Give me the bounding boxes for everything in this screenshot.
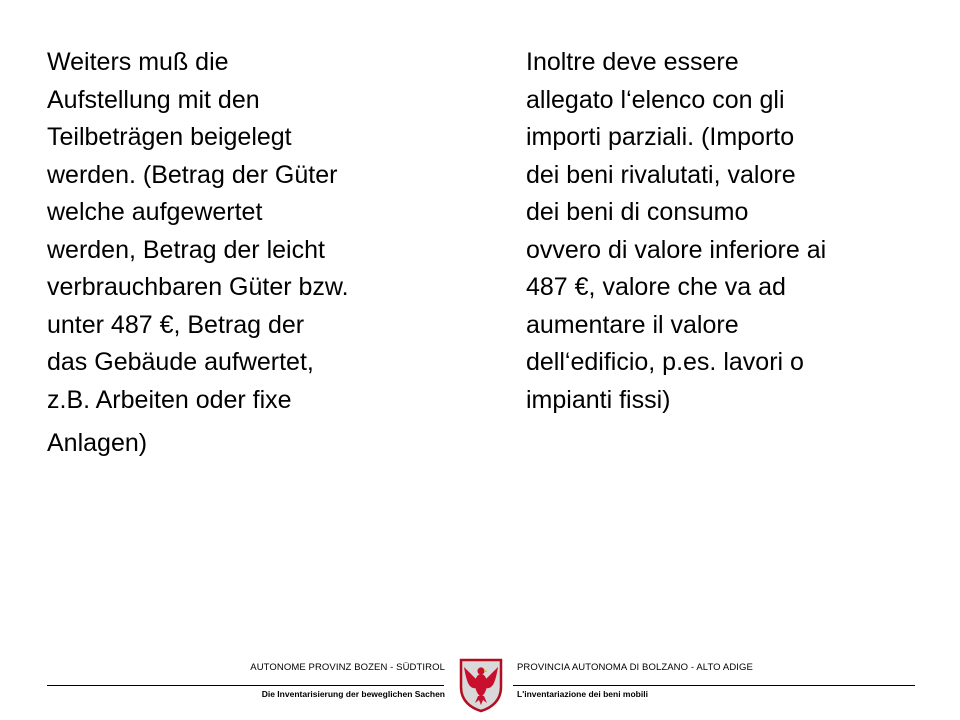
italian-text-line: aumentare il valore bbox=[526, 310, 739, 339]
italian-text-line: 487 €, valore che va ad bbox=[526, 273, 786, 301]
eagle-coat-of-arms-icon bbox=[458, 657, 504, 713]
italian-text-line: Inoltre deve essere bbox=[526, 48, 739, 76]
italian-text-line: impianti fissi) bbox=[526, 385, 671, 414]
german-text-line: verbrauchbaren Güter bzw. bbox=[47, 273, 349, 301]
footer-divider-right bbox=[513, 685, 915, 686]
italian-text-line: dei beni rivalutati, valore bbox=[526, 160, 796, 189]
german-text-line: Anlagen) bbox=[47, 429, 148, 457]
footer-divider-left bbox=[47, 685, 444, 686]
german-text-line: das Gebäude aufwertet, bbox=[47, 348, 314, 376]
italian-text-line: allegato l‘elenco con gli bbox=[526, 85, 785, 114]
german-text-line: welche aufgewertet bbox=[47, 198, 263, 226]
italian-text-line: dell‘edificio, p.es. lavori o bbox=[526, 348, 804, 376]
german-text-line: werden. (Betrag der Güter bbox=[47, 160, 338, 189]
german-text-line: z.B. Arbeiten oder fixe bbox=[47, 385, 292, 414]
german-text-line: werden, Betrag der leicht bbox=[47, 235, 325, 264]
italian-text-line: dei beni di consumo bbox=[526, 198, 749, 226]
italian-text-line: ovvero di valore inferiore ai bbox=[526, 235, 827, 264]
german-text-line: Teilbeträgen beigelegt bbox=[47, 123, 292, 151]
footer-subtitle-german: Die Inventarisierung der beweglichen Sachen bbox=[261, 689, 445, 699]
footer-subtitle-italian: L'inventariazione dei beni mobili bbox=[517, 689, 648, 699]
german-text-line: Weiters muß die bbox=[47, 48, 229, 76]
footer bbox=[0, 655, 960, 720]
italian-text-line: importi parziali. (Importo bbox=[526, 123, 795, 151]
footer-header-german: AUTONOME PROVINZ BOZEN - SÜDTIROL bbox=[250, 662, 445, 673]
german-text-line: unter 487 €, Betrag der bbox=[47, 310, 305, 339]
italian-text-column bbox=[526, 44, 946, 419]
german-text-column bbox=[47, 44, 467, 463]
footer-header-italian: PROVINCIA AUTONOMA DI BOLZANO - ALTO ADIGE bbox=[517, 662, 753, 673]
german-text-line: Aufstellung mit den bbox=[47, 85, 260, 114]
